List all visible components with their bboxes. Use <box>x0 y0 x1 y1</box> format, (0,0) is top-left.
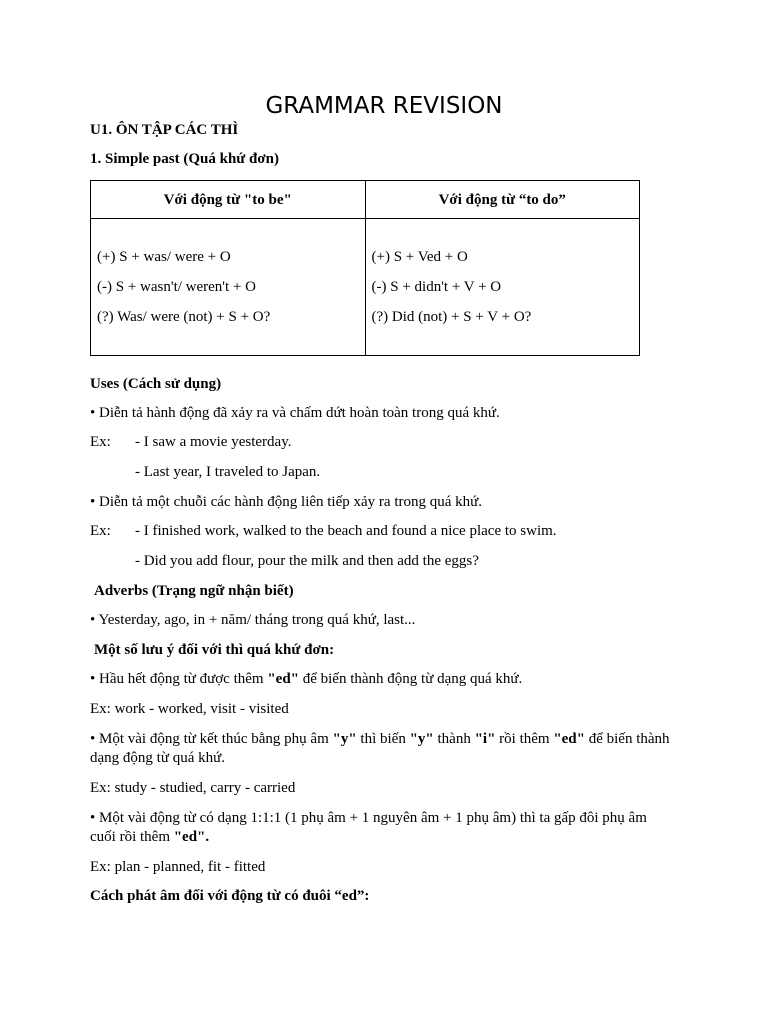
uses-bullet-2: • Diễn tả một chuỗi các hành động liên tiếp xảy ra trong quá khứ. <box>90 494 483 510</box>
page-title: GRAMMAR REVISION <box>265 93 503 119</box>
note-3-line-1: • Một vài động từ có dạng 1:1:1 (1 phụ âm + 1 nguyên âm + 1 phụ âm) thì ta gấp đôi phụ âm <box>90 810 647 826</box>
note-2-example: Ex: study - studied, carry - carried <box>90 780 296 796</box>
unit-heading: U1. ÔN TẬP CÁC THÌ <box>90 122 239 138</box>
table-header-to-be: Với động từ "to be" <box>91 181 366 219</box>
note-text: cuối rồi thêm <box>90 829 174 845</box>
table-cell-to-be <box>91 219 366 356</box>
note-2-line-2: dạng động từ quá khứ. <box>90 750 225 766</box>
uses-bullet-1: • Diễn tả hành động đã xảy ra và chấm dứt hoàn toàn trong quá khứ. <box>90 405 500 421</box>
note-text: • Hầu hết động từ được thêm <box>90 671 268 687</box>
example-text: - I saw a movie yesterday. <box>135 434 292 450</box>
formula-affirmative: (+) S + Ved + O <box>371 249 468 265</box>
note-text: để biến thành <box>584 731 670 747</box>
formula-question: (?) Did (not) + S + V + O? <box>371 309 532 325</box>
note-emphasis: "i" <box>474 731 496 747</box>
table-cell-to-do <box>365 219 640 356</box>
notes-heading: Một số lưu ý đối với thì quá khứ đơn: <box>94 642 335 658</box>
pronunciation-heading: Cách phát âm đối với động từ có đuôi “ed”: <box>90 888 370 904</box>
note-3-example: Ex: plan - planned, fit - fitted <box>90 859 266 875</box>
adverbs-heading: Adverbs (Trạng ngữ nhận biết) <box>94 583 294 599</box>
note-emphasis: "ed" <box>553 731 585 747</box>
formula-affirmative: (+) S + was/ were + O <box>97 249 231 265</box>
note-emphasis: "ed" <box>267 671 299 687</box>
adverbs-bullet: • Yesterday, ago, in + năm/ tháng trong quá khứ, last... <box>90 612 416 628</box>
note-emphasis: "y" <box>409 731 434 747</box>
note-1 <box>90 669 522 689</box>
formula-negative: (-) S + didn't + V + O <box>371 279 502 295</box>
formula-question: (?) Was/ were (not) + S + O? <box>97 309 271 325</box>
example-text: - Last year, I traveled to Japan. <box>135 464 321 480</box>
table-header-to-do: Với động từ “to do” <box>365 181 640 219</box>
note-emphasis: "y" <box>332 731 357 747</box>
note-text: thành <box>433 731 475 747</box>
note-2 <box>90 729 670 749</box>
example-label: Ex: <box>90 434 111 450</box>
note-text: thì biến <box>356 731 410 747</box>
note-text: để biến thành động từ dạng quá khứ. <box>298 671 523 687</box>
formula-negative: (-) S + wasn't/ weren't + O <box>97 279 256 295</box>
example-label: Ex: <box>90 523 111 539</box>
uses-heading: Uses (Cách sử dụng) <box>90 376 222 392</box>
note-text: • Một vài động từ kết thúc bằng phụ âm <box>90 731 333 747</box>
formula-table <box>90 180 640 356</box>
example-text: - Did you add flour, pour the milk and then add the eggs? <box>135 553 479 569</box>
note-3-line-2 <box>90 827 209 847</box>
note-emphasis: "ed". <box>173 829 210 845</box>
example-text: - I finished work, walked to the beach and found a nice place to swim. <box>135 523 557 539</box>
section-heading: 1. Simple past (Quá khứ đơn) <box>90 151 280 167</box>
note-1-example: Ex: work - worked, visit - visited <box>90 701 289 717</box>
note-text: rồi thêm <box>495 731 554 747</box>
